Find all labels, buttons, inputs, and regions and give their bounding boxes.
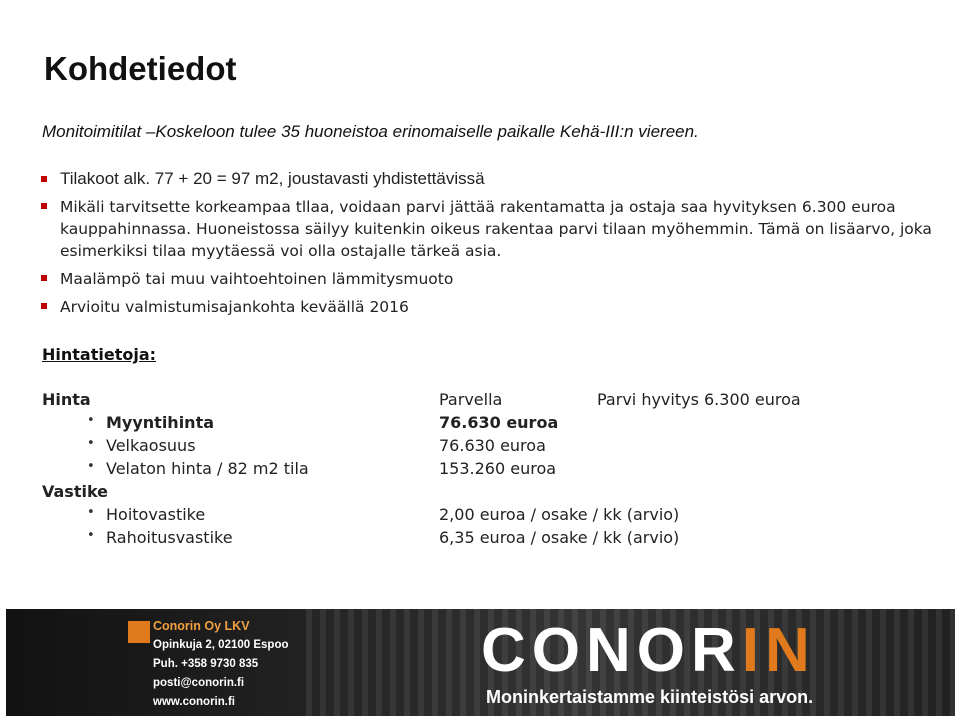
bullet-dot-icon: • bbox=[87, 528, 95, 543]
company-email[interactable]: posti@conorin.fi bbox=[153, 677, 245, 689]
column-parvella: Parvella bbox=[439, 390, 503, 409]
bullet-square-icon bbox=[41, 275, 47, 281]
feature-text: Mikäli tarvitsette korkeampaa tllaa, voidaan parvi jättää rakentamatta ja ostaja saa hyvityksen 6.300 euroa kauppahinnassa. Huoneistossa säilyy kuitenkin oikeus rakentaa parvi tilaan myöhemmin. Tämä on lisäarvo, joka esimerkiksi tilaa myytäessä voi olla ostajalle tärkeä asia. bbox=[60, 198, 932, 260]
table-row bbox=[0, 436, 960, 458]
company-phone: Puh. +358 9730 835 bbox=[153, 658, 259, 670]
company-banner bbox=[6, 609, 955, 716]
feature-text: Maalämpö tai muu vaihtoehtoinen lämmitysmuoto bbox=[60, 270, 454, 288]
feature-item bbox=[40, 296, 940, 318]
page-title: Kohdetiedot bbox=[44, 50, 237, 87]
company-logo-icon bbox=[128, 621, 150, 643]
bullet-dot-icon: • bbox=[87, 413, 95, 428]
price-label: Hinta bbox=[42, 390, 91, 409]
subtitle: Monitoimitilat –Koskeloon tulee 35 huoneistoa erinomaiselle paikalle Kehä-III:n viereen. bbox=[42, 122, 699, 141]
table-row bbox=[0, 459, 960, 481]
velaton-value: 153.260 euroa bbox=[439, 459, 557, 478]
velkaosuus-label: Velkaosuus bbox=[106, 436, 196, 455]
rahoitusvastike-value: 6,35 euroa / osake / kk (arvio) bbox=[439, 528, 680, 547]
hoitovastike-value: 2,00 euroa / osake / kk (arvio) bbox=[439, 505, 680, 524]
contact-block bbox=[153, 617, 289, 712]
brand-wordmark bbox=[481, 615, 816, 687]
bullet-square-icon bbox=[41, 303, 47, 309]
table-row bbox=[0, 505, 960, 527]
column-parvi-hyvitys: Parvi hyvitys 6.300 euroa bbox=[597, 390, 801, 409]
feature-item bbox=[40, 168, 940, 190]
velkaosuus-value: 76.630 euroa bbox=[439, 436, 546, 455]
feature-item bbox=[40, 268, 940, 290]
company-name: Conorin Oy LKV bbox=[153, 619, 250, 633]
brand-accent: IN bbox=[741, 616, 816, 685]
myyntihinta-value: 76.630 euroa bbox=[439, 413, 559, 432]
myyntihinta-label: Myyntihinta bbox=[106, 413, 215, 432]
company-address: Opinkuja 2, 02100 Espoo bbox=[153, 639, 289, 651]
feature-item bbox=[40, 196, 940, 262]
feature-text: Arvioitu valmistumisajankohta keväällä 2016 bbox=[60, 298, 409, 316]
bullet-square-icon bbox=[41, 203, 47, 209]
rahoitusvastike-label: Rahoitusvastike bbox=[106, 528, 233, 547]
bullet-dot-icon: • bbox=[87, 436, 95, 451]
company-website[interactable]: www.conorin.fi bbox=[153, 696, 235, 708]
hoitovastike-label: Hoitovastike bbox=[106, 505, 206, 524]
price-header-row bbox=[0, 390, 960, 412]
feature-text: Tilakoot alk. 77 + 20 = 97 m2, joustavasti yhdistettävissä bbox=[60, 169, 485, 188]
feature-list bbox=[40, 168, 940, 324]
bullet-square-icon bbox=[41, 176, 47, 182]
table-row bbox=[0, 413, 960, 435]
vastike-label: Vastike bbox=[42, 482, 109, 501]
price-heading: Hintatietoja: bbox=[42, 345, 157, 364]
bullet-dot-icon: • bbox=[87, 459, 95, 474]
brand-main: CONOR bbox=[481, 616, 742, 685]
vastike-header-row bbox=[0, 482, 960, 504]
bullet-dot-icon: • bbox=[87, 505, 95, 520]
brand-slogan: Moninkertaistamme kiinteistösi arvon. bbox=[486, 687, 814, 707]
velaton-label: Velaton hinta / 82 m2 tila bbox=[106, 459, 309, 478]
table-row bbox=[0, 528, 960, 550]
